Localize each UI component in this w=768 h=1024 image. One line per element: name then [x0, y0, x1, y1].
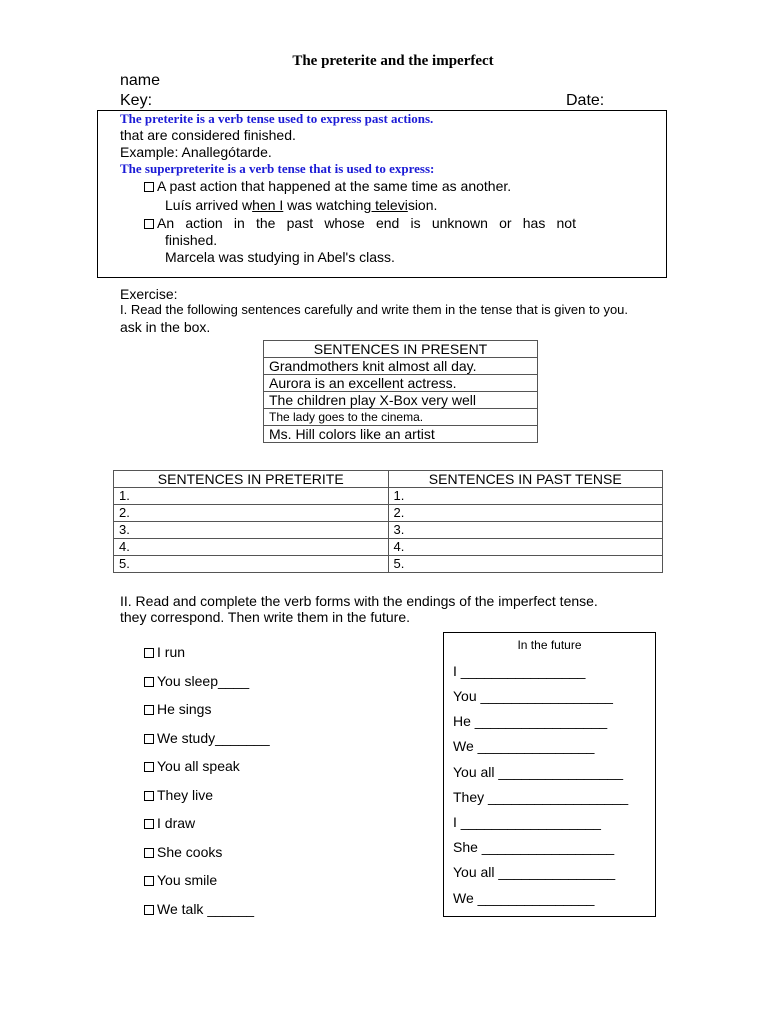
exercise-label: Exercise:	[120, 286, 178, 302]
bullet-box-icon	[144, 762, 154, 772]
bullet-box-icon	[144, 182, 154, 192]
preterite-definition: The preterite is a verb tense used to express past actions.	[120, 111, 434, 126]
verb-item: They live	[144, 787, 213, 803]
verb-item: He sings	[144, 701, 211, 717]
page-title: The preterite and the imperfect	[292, 53, 494, 69]
key-label: Key:	[120, 92, 153, 109]
verb-item: I draw	[144, 815, 195, 831]
bullet-box-icon	[144, 734, 154, 744]
table-row: The children play X-Box very well	[264, 392, 538, 409]
answer-cell[interactable]: 3.	[388, 522, 663, 539]
future-answer-line[interactable]: You _________________	[453, 688, 613, 704]
table-row: Grandmothers knit almost all day.	[264, 358, 538, 375]
bullet-example-1: Luís arrived when I was watching television.	[165, 197, 438, 213]
preterite-definition-continued: that are considered finished.	[120, 127, 296, 143]
bullet-box-icon	[144, 819, 154, 829]
table-row: Aurora is an excellent actress.	[264, 375, 538, 392]
superpreterite-definition: The superpreterite is a verb tense that is used to express:	[120, 161, 435, 176]
exercise-instruction-continued: ask in the box.	[120, 319, 211, 335]
answer-cell[interactable]: 4.	[388, 539, 663, 556]
bullet-item-2: An action in the past whose end is unknown or has not	[144, 215, 576, 231]
date-label: Date:	[566, 92, 605, 109]
future-box-title: In the future	[517, 638, 582, 652]
preterite-column-header: SENTENCES IN PRETERITE	[114, 471, 389, 488]
verb-item: We study_______	[144, 730, 270, 746]
bullet-example-2: Marcela was studying in Abel's class.	[165, 249, 395, 265]
bullet-box-icon	[144, 791, 154, 801]
name-label: name	[120, 72, 161, 89]
table-row: The lady goes to the cinema.	[264, 409, 538, 426]
answer-cell[interactable]: 2.	[114, 505, 389, 522]
bullet-box-icon	[144, 677, 154, 687]
verb-item: She cooks	[144, 844, 222, 860]
future-answer-line[interactable]: You all _______________	[453, 864, 616, 880]
future-answer-line[interactable]: I ________________	[453, 663, 586, 679]
verb-item: We talk ______	[144, 901, 254, 917]
answer-table	[113, 470, 663, 573]
future-answer-line[interactable]: You all ________________	[453, 764, 623, 780]
future-answer-line[interactable]: She _________________	[453, 839, 615, 855]
answer-cell[interactable]: 1.	[388, 488, 663, 505]
present-sentences-table	[263, 340, 538, 443]
bullet-item-1: A past action that happened at the same time as another.	[144, 178, 511, 194]
table-row: Ms. Hill colors like an artist	[264, 426, 538, 443]
present-table-header: SENTENCES IN PRESENT	[264, 341, 538, 358]
bullet-box-icon	[144, 219, 154, 229]
part2-instruction-continued: they correspond. Then write them in the future.	[120, 609, 411, 625]
verb-item: I run	[144, 644, 185, 660]
bullet-item-2-continued: finished.	[165, 232, 218, 248]
answer-cell[interactable]: 3.	[114, 522, 389, 539]
exercise-instruction: I. Read the following sentences carefully and write them in the tense that is given to you.	[120, 302, 629, 317]
answer-cell[interactable]: 5.	[388, 556, 663, 573]
future-answer-line[interactable]: They __________________	[453, 789, 629, 805]
bullet-box-icon	[144, 876, 154, 886]
answer-cell[interactable]: 4.	[114, 539, 389, 556]
verb-item: You all speak	[144, 758, 240, 774]
future-answer-line[interactable]: We _______________	[453, 738, 595, 754]
bullet-box-icon	[144, 705, 154, 715]
preterite-example: Example: Anallegótarde.	[120, 144, 272, 160]
future-answer-line[interactable]: We _______________	[453, 890, 595, 906]
future-answer-line[interactable]: I __________________	[453, 814, 601, 830]
bullet-box-icon	[144, 848, 154, 858]
verb-item: You sleep____	[144, 673, 249, 689]
past-tense-column-header: SENTENCES IN PAST TENSE	[388, 471, 663, 488]
answer-cell[interactable]: 1.	[114, 488, 389, 505]
answer-cell[interactable]: 5.	[114, 556, 389, 573]
future-answer-line[interactable]: He _________________	[453, 713, 608, 729]
bullet-box-icon	[144, 648, 154, 658]
verb-item: You smile	[144, 872, 217, 888]
bullet-box-icon	[144, 905, 154, 915]
part2-instruction: II. Read and complete the verb forms with the endings of the imperfect tense.	[120, 593, 598, 609]
answer-cell[interactable]: 2.	[388, 505, 663, 522]
